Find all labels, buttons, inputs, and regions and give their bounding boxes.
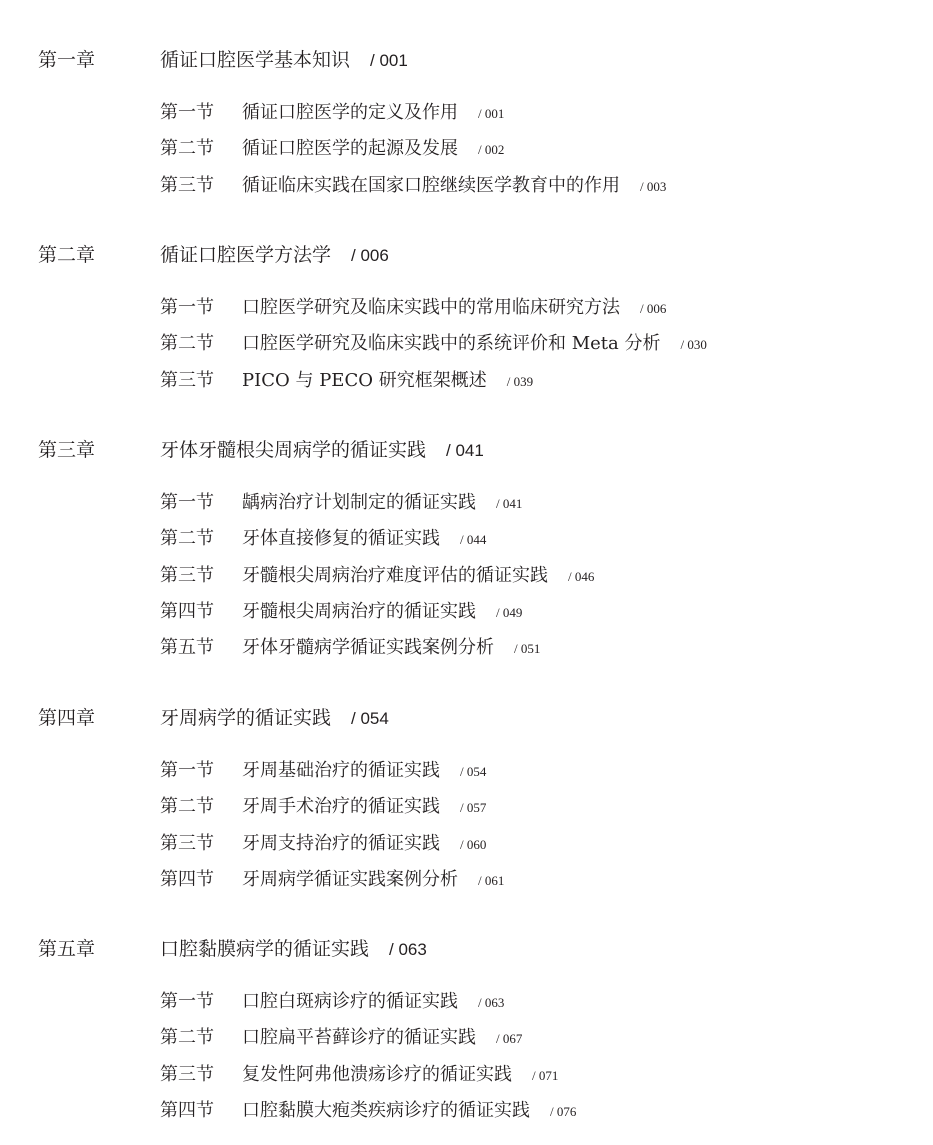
section-entry[interactable] <box>160 866 504 894</box>
section-number: 第三节 <box>160 1064 214 1085</box>
section-page: / 002 <box>478 142 505 157</box>
chapter-number: 第五章 <box>38 938 96 960</box>
chapter-title: 口腔黏膜病学的循证实践 <box>160 938 370 960</box>
section-title: 口腔医学研究及临床实践中的系统评价和 Meta 分析 <box>242 333 661 354</box>
section-title: 口腔医学研究及临床实践中的常用临床研究方法 <box>242 297 620 318</box>
section-title: 牙周病学循证实践案例分析 <box>242 869 458 890</box>
section-entry[interactable] <box>160 1024 522 1052</box>
chapter-heading <box>0 240 933 270</box>
section-number: 第四节 <box>160 869 214 890</box>
section-page: / 030 <box>680 337 707 352</box>
section-entry[interactable] <box>160 598 522 626</box>
chapter-page: / 001 <box>370 51 408 70</box>
section-number: 第三节 <box>160 833 214 854</box>
chapter-number: 第三章 <box>38 439 96 461</box>
chapter-number: 第一章 <box>38 49 96 71</box>
section-page: / 063 <box>478 995 505 1010</box>
section-page: / 060 <box>460 837 487 852</box>
section-title: 牙周基础治疗的循证实践 <box>242 760 440 781</box>
chapter-heading <box>0 45 933 75</box>
chapter-number: 第四章 <box>38 707 96 729</box>
section-number: 第一节 <box>160 991 214 1012</box>
section-page: / 054 <box>460 764 487 779</box>
section-entry[interactable] <box>160 489 522 517</box>
section-page: / 076 <box>550 1104 577 1119</box>
section-number: 第一节 <box>160 760 214 781</box>
chapter-title-line[interactable] <box>160 240 389 271</box>
section-page: / 003 <box>640 179 667 194</box>
section-entry[interactable] <box>160 757 486 785</box>
section-page: / 051 <box>514 641 541 656</box>
chapter-heading <box>0 934 933 964</box>
section-entry[interactable] <box>160 135 504 163</box>
section-title: 口腔扁平苔藓诊疗的循证实践 <box>242 1027 476 1048</box>
section-title: 循证临床实践在国家口腔继续医学教育中的作用 <box>242 175 620 196</box>
section-title: 牙周支持治疗的循证实践 <box>242 833 440 854</box>
chapter-title: 循证口腔医学方法学 <box>160 244 332 266</box>
section-number: 第二节 <box>160 796 214 817</box>
section-entry[interactable] <box>160 1097 576 1125</box>
section-title: 口腔黏膜大疱类疾病诊疗的循证实践 <box>242 1100 530 1121</box>
section-page: / 044 <box>460 532 487 547</box>
section-number: 第一节 <box>160 492 214 513</box>
section-page: / 061 <box>478 873 505 888</box>
section-title: 牙体牙髓病学循证实践案例分析 <box>242 637 494 658</box>
section-number: 第二节 <box>160 333 214 354</box>
section-number: 第二节 <box>160 138 214 159</box>
section-entry[interactable] <box>160 793 486 821</box>
section-title: 循证口腔医学的起源及发展 <box>242 138 458 159</box>
section-page: / 049 <box>496 605 523 620</box>
section-title: 牙周手术治疗的循证实践 <box>242 796 440 817</box>
section-number: 第五节 <box>160 637 214 658</box>
section-entry[interactable] <box>160 634 540 662</box>
chapter-title: 牙体牙髓根尖周病学的循证实践 <box>160 439 427 461</box>
section-page: / 006 <box>640 301 667 316</box>
chapter-title: 牙周病学的循证实践 <box>160 707 332 729</box>
chapter-title: 循证口腔医学基本知识 <box>160 49 351 71</box>
chapter-page: / 063 <box>389 940 427 959</box>
section-number: 第四节 <box>160 601 214 622</box>
section-entry[interactable] <box>160 988 504 1016</box>
chapter-title-line[interactable] <box>160 45 408 76</box>
chapter-heading <box>0 435 933 465</box>
section-title: 牙髓根尖周病治疗的循证实践 <box>242 601 476 622</box>
section-entry[interactable] <box>160 294 666 322</box>
section-number: 第三节 <box>160 175 214 196</box>
chapter-page: / 006 <box>351 246 389 265</box>
section-page: / 057 <box>460 800 487 815</box>
chapter-title-line[interactable] <box>160 435 484 466</box>
chapter-title-line[interactable] <box>160 703 389 734</box>
section-entry[interactable] <box>160 1061 558 1089</box>
section-entry[interactable] <box>160 830 486 858</box>
chapter-title-line[interactable] <box>160 934 427 965</box>
section-entry[interactable] <box>160 525 486 553</box>
section-page: / 046 <box>568 569 595 584</box>
section-title: 牙髓根尖周病治疗难度评估的循证实践 <box>242 565 548 586</box>
chapter-page: / 041 <box>446 441 484 460</box>
section-page: / 071 <box>532 1068 559 1083</box>
section-number: 第三节 <box>160 370 214 391</box>
section-title: 口腔白斑病诊疗的循证实践 <box>242 991 458 1012</box>
section-number: 第二节 <box>160 1027 214 1048</box>
section-number: 第四节 <box>160 1100 214 1121</box>
section-number: 第一节 <box>160 102 214 123</box>
chapter-number: 第二章 <box>38 244 96 266</box>
section-title: 循证口腔医学的定义及作用 <box>242 102 458 123</box>
section-number: 第三节 <box>160 565 214 586</box>
section-page: / 039 <box>506 374 534 389</box>
section-number: 第一节 <box>160 297 214 318</box>
section-entry[interactable] <box>160 562 594 590</box>
chapter-page: / 054 <box>351 709 389 728</box>
section-title: 牙体直接修复的循证实践 <box>242 528 440 549</box>
section-number: 第二节 <box>160 528 214 549</box>
section-title: PICO 与 PECO 研究框架概述 <box>242 370 487 391</box>
section-title: 龋病治疗计划制定的循证实践 <box>242 492 476 513</box>
section-entry[interactable] <box>160 367 533 395</box>
section-title: 复发性阿弗他溃疡诊疗的循证实践 <box>242 1064 512 1085</box>
section-entry[interactable] <box>160 172 666 200</box>
chapter-heading <box>0 703 933 733</box>
section-page: / 001 <box>478 106 505 121</box>
section-page: / 067 <box>496 1031 523 1046</box>
section-entry[interactable] <box>160 99 504 127</box>
section-entry[interactable] <box>160 330 707 358</box>
section-page: / 041 <box>496 496 523 511</box>
